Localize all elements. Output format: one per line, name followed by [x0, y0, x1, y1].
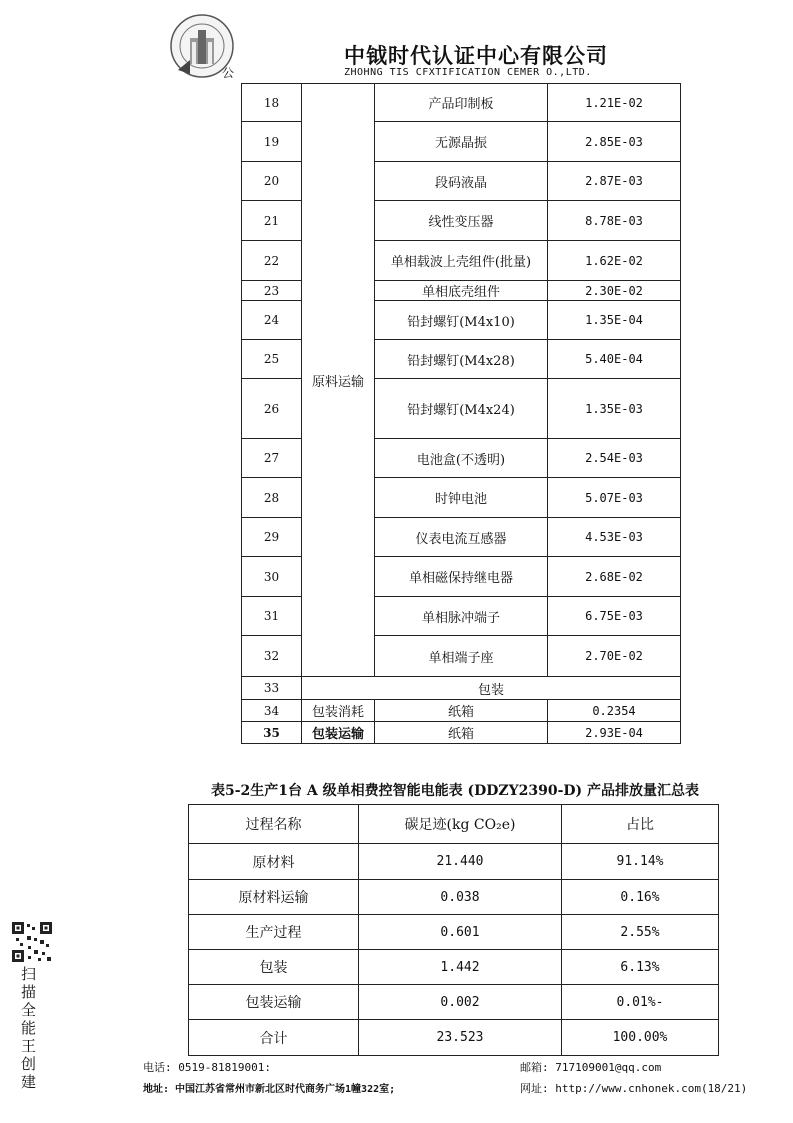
item-value: 4.53E-03: [548, 518, 681, 557]
summary-table-caption: 表5-2生产1台 A 级单相费控智能电能表 (DDZY2390-D) 产品排放量汇总表: [211, 783, 700, 799]
header-ratio: 占比: [562, 805, 719, 844]
item-value: 1.35E-03: [548, 379, 681, 439]
item-value: 5.07E-03: [548, 478, 681, 518]
item-value: 1.62E-02: [548, 241, 681, 281]
item-value: 2.85E-03: [548, 122, 681, 162]
row-number: 25: [242, 340, 302, 379]
row-number: 29: [242, 518, 302, 557]
table-row: [189, 915, 719, 950]
item-value: 1.21E-02: [548, 84, 681, 122]
row-number: 26: [242, 379, 302, 439]
table-row: [189, 985, 719, 1020]
transport-emission-table: [241, 83, 681, 744]
carbon-value: 0.002: [359, 985, 562, 1020]
item-value: 2.87E-03: [548, 162, 681, 201]
item-value: 2.93E-04: [548, 722, 681, 744]
footer-tel: 电话: 0519-81819001:: [143, 1061, 271, 1074]
item-name: 时钟电池: [375, 478, 548, 518]
process-name: 包装运输: [189, 985, 359, 1020]
row-number: 31: [242, 597, 302, 636]
process-name: 合计: [189, 1020, 359, 1056]
item-value: 6.75E-03: [548, 597, 681, 636]
item-name: 单相底壳组件: [375, 281, 548, 301]
process-name: 包装: [189, 950, 359, 985]
item-name: 产品印制板: [375, 84, 548, 122]
ratio-value: 2.55%: [562, 915, 719, 950]
row-number: 28: [242, 478, 302, 518]
item-name: 纸箱: [375, 700, 548, 722]
row-number: 24: [242, 301, 302, 340]
summary-table-body: [189, 844, 719, 1056]
footer-address: 地址: 中国江苏省常州市新北区时代商务广场1幢322室;: [143, 1084, 396, 1095]
row-number: 21: [242, 201, 302, 241]
item-name: 单相脉冲端子: [375, 597, 548, 636]
item-value: 2.68E-02: [548, 557, 681, 597]
row-number: 22: [242, 241, 302, 281]
item-name: 仪表电流互感器: [375, 518, 548, 557]
table-row: [189, 844, 719, 880]
row-number: 27: [242, 439, 302, 478]
item-name: 线性变压器: [375, 201, 548, 241]
row-number: 33: [242, 677, 302, 700]
item-name: 单相载波上壳组件(批量): [375, 241, 548, 281]
carbon-value: 1.442: [359, 950, 562, 985]
table-row: [242, 700, 681, 722]
footer-website: 网址: http://www.cnhonek.com(18/21): [520, 1082, 748, 1095]
ratio-value: 0.16%: [562, 880, 719, 915]
row-number: 18: [242, 84, 302, 122]
row-number: 19: [242, 122, 302, 162]
table-row: [242, 84, 681, 122]
item-name: 铅封螺钉(M4x28): [375, 340, 548, 379]
category-label: 包装消耗: [302, 700, 375, 722]
process-name: 原材料运输: [189, 880, 359, 915]
table-row: [242, 677, 681, 700]
item-name: 铅封螺钉(M4x24): [375, 379, 548, 439]
item-name: 段码液晶: [375, 162, 548, 201]
packaging-label: 包装: [302, 677, 681, 700]
item-value: 2.54E-03: [548, 439, 681, 478]
row-number: 34: [242, 700, 302, 722]
ratio-value: 100.00%: [562, 1020, 719, 1056]
company-name-cn: 中钺时代认证中心有限公司: [344, 44, 608, 68]
table-row: [189, 950, 719, 985]
header-carbon: 碳足迹(kg CO₂e): [359, 805, 562, 844]
header-process: 过程名称: [189, 805, 359, 844]
item-name: 纸箱: [375, 722, 548, 744]
item-value: 2.30E-02: [548, 281, 681, 301]
row-number: 23: [242, 281, 302, 301]
item-value: 2.70E-02: [548, 636, 681, 677]
qr-code-icon: [12, 922, 52, 962]
item-value: 0.2354: [548, 700, 681, 722]
ratio-value: 6.13%: [562, 950, 719, 985]
item-name: 单相端子座: [375, 636, 548, 677]
item-name: 铅封螺钉(M4x10): [375, 301, 548, 340]
logo-char: 公: [222, 66, 235, 80]
group-label: 原料运输: [302, 84, 375, 677]
process-name: 原材料: [189, 844, 359, 880]
item-value: 1.35E-04: [548, 301, 681, 340]
summary-header-row: [189, 805, 719, 844]
table-row: [189, 880, 719, 915]
row-number: 30: [242, 557, 302, 597]
emission-summary-table: [188, 804, 719, 1056]
item-value: 5.40E-04: [548, 340, 681, 379]
row-number: 35: [242, 722, 302, 744]
row-number: 32: [242, 636, 302, 677]
carbon-value: 23.523: [359, 1020, 562, 1056]
item-name: 无源晶振: [375, 122, 548, 162]
category-label: 包装运输: [302, 722, 375, 744]
row-number: 20: [242, 162, 302, 201]
scanner-vertical-text: 扫描全能王创建: [19, 966, 37, 1092]
company-name-en: ZHOHNG TIS CFXTIFICATION CEMER O.,LTD.: [344, 67, 592, 78]
process-name: 生产过程: [189, 915, 359, 950]
footer-email: 邮箱: 717109001@qq.com: [520, 1061, 662, 1074]
item-value: 8.78E-03: [548, 201, 681, 241]
carbon-value: 0.038: [359, 880, 562, 915]
ratio-value: 0.01%-: [562, 985, 719, 1020]
table-row: [189, 1020, 719, 1056]
carbon-value: 21.440: [359, 844, 562, 880]
ratio-value: 91.14%: [562, 844, 719, 880]
item-name: 电池盒(不透明): [375, 439, 548, 478]
carbon-value: 0.601: [359, 915, 562, 950]
table-row: [242, 722, 681, 744]
item-name: 单相磁保持继电器: [375, 557, 548, 597]
transport-table-body: [242, 84, 681, 744]
